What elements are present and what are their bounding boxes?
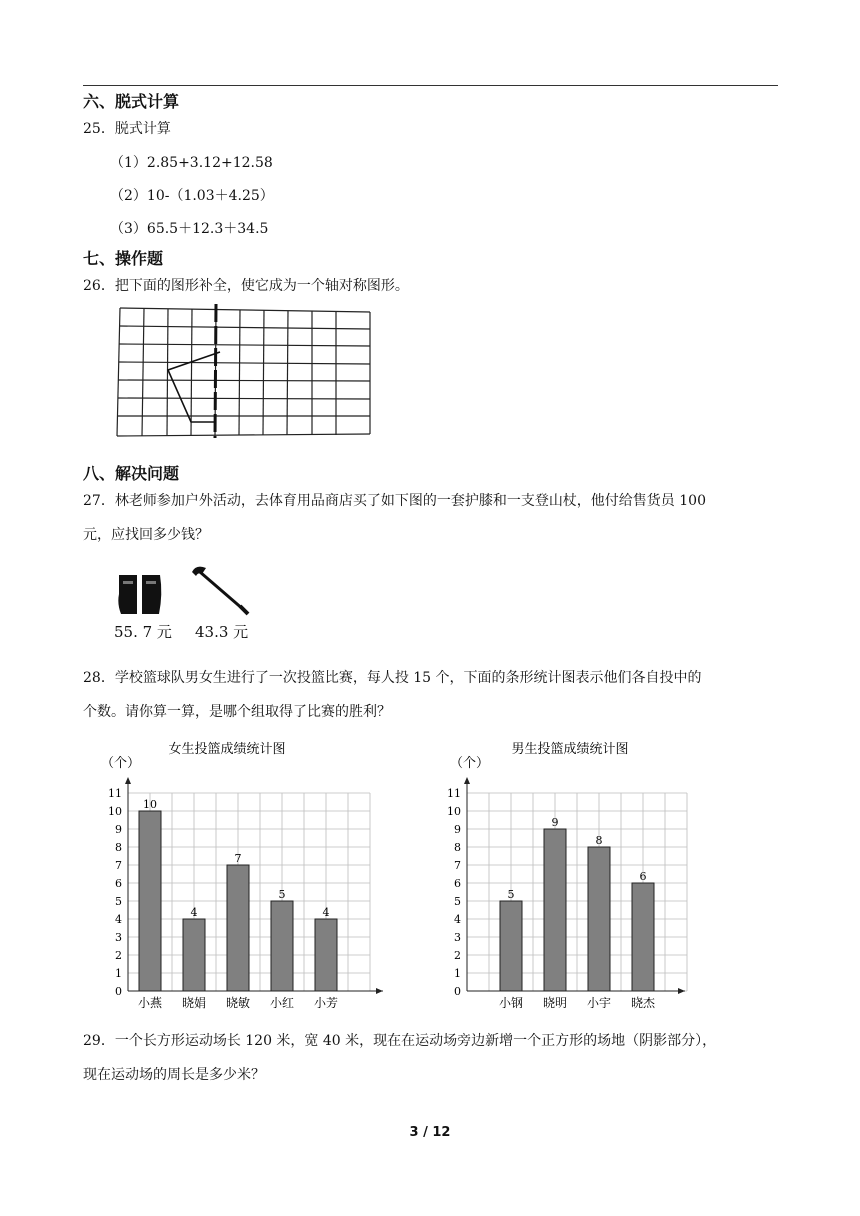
boys-y-tick-label: 4 (454, 913, 461, 926)
girls-y-tick-label: 9 (115, 823, 122, 836)
question-25-item-2: （2）10-（1.03＋4.25） (110, 188, 274, 204)
boys-bar (588, 847, 610, 991)
boys-bar (632, 883, 654, 991)
boys-chart-ylabel: （个） (450, 756, 490, 771)
boys-y-tick-label: 6 (454, 877, 461, 890)
boys-y-tick-label: 2 (454, 949, 461, 962)
boys-y-tick-label: 11 (447, 787, 461, 800)
boys-bar-value-label: 9 (551, 816, 559, 829)
boys-y-tick-label: 1 (454, 967, 461, 980)
girls-category-label: 晓敏 (225, 996, 251, 1010)
boys-category-label: 晓明 (542, 996, 568, 1010)
girls-bar-value-label: 4 (322, 906, 330, 919)
girls-shooting-bar-chart (95, 735, 395, 1015)
girls-bar-value-label: 5 (278, 888, 286, 901)
kneepad-image (115, 572, 165, 618)
girls-y-tick-label: 4 (115, 913, 122, 926)
girls-y-tick-label: 3 (115, 931, 122, 944)
girls-y-tick-label: 0 (115, 985, 122, 998)
question-29-line-1: 29．一个长方形运动场长 120 米，宽 40 米，现在在运动场旁边新增一个正方形的场地（阴影部分）， (83, 1033, 717, 1049)
question-25-item-3: （3）65.5＋12.3＋34.5 (110, 221, 269, 237)
boys-y-tick-label: 7 (454, 859, 461, 872)
girls-y-tick-label: 7 (115, 859, 122, 872)
boys-x-axis-arrow (678, 988, 685, 994)
boys-shooting-bar-chart (440, 735, 700, 1015)
boys-bar-value-label: 6 (639, 870, 647, 883)
boys-y-tick-label: 10 (447, 805, 461, 818)
girls-y-tick-label: 11 (108, 787, 122, 800)
question-29-line-2: 现在运动场的周长是多少米？ (83, 1067, 265, 1083)
girls-category-label: 小红 (269, 996, 295, 1010)
boys-y-tick-label: 0 (454, 985, 461, 998)
girls-x-axis-arrow (376, 988, 383, 994)
boys-category-label: 晓杰 (630, 996, 656, 1010)
girls-y-tick-label: 6 (115, 877, 122, 890)
girls-bar-value-label: 4 (190, 906, 198, 919)
question-25-item-1: （1）2.85+3.12+12.58 (110, 155, 273, 171)
girls-y-tick-label: 10 (108, 805, 122, 818)
girls-bar-value-label: 7 (234, 852, 242, 865)
section-heading-8: 八、解决问题 (83, 464, 180, 483)
header-rule (83, 85, 778, 86)
girls-y-axis-arrow (125, 777, 131, 784)
girls-category-label: 小燕 (137, 996, 163, 1010)
symmetry-grid-figure (112, 302, 374, 444)
boys-bar (500, 901, 522, 991)
girls-category-label: 小芳 (313, 996, 339, 1010)
kneepad-price: 55. 7 元 (114, 623, 172, 641)
girls-bar (139, 811, 161, 991)
boys-chart-title: 男生投篮成绩统计图 (511, 742, 629, 757)
girls-bar (271, 901, 293, 991)
girls-y-tick-label: 5 (115, 895, 122, 908)
boys-y-tick-label: 9 (454, 823, 461, 836)
section-heading-6: 六、脱式计算 (83, 92, 180, 111)
boys-y-tick-label: 8 (454, 841, 461, 854)
question-26-stem: 26．把下面的图形补全，使它成为一个轴对称图形。 (83, 278, 409, 294)
question-27-line-2: 元，应找回多少钱？ (83, 527, 209, 543)
boys-y-tick-label: 5 (454, 895, 461, 908)
boys-category-label: 小宇 (586, 996, 612, 1010)
boys-y-tick-label: 3 (454, 931, 461, 944)
question-27-line-1: 27．林老师参加户外活动，去体育用品商店买了如下图的一套护膝和一支登山杖，他付给售货员 100 (83, 493, 706, 509)
girls-bar (227, 865, 249, 991)
section-heading-7: 七、操作题 (83, 249, 164, 268)
hiking-stick-image (186, 562, 252, 618)
girls-chart-ylabel: （个） (101, 756, 141, 771)
boys-bar (544, 829, 566, 991)
question-25-stem: 25．脱式计算 (83, 121, 171, 137)
question-28-line-2: 个数。请你算一算，是哪个组取得了比赛的胜利？ (83, 704, 391, 720)
boys-bar-value-label: 5 (507, 888, 515, 901)
girls-bar (183, 919, 205, 991)
question-28-line-1: 28．学校篮球队男女生进行了一次投篮比赛，每人投 15 个，下面的条形统计图表示他们各自投中的 (83, 670, 702, 686)
girls-bar (315, 919, 337, 991)
girls-y-tick-label: 2 (115, 949, 122, 962)
girls-chart-title: 女生投篮成绩统计图 (168, 742, 286, 757)
girls-y-tick-label: 1 (115, 967, 122, 980)
boys-bar-value-label: 8 (595, 834, 603, 847)
girls-category-label: 晓娟 (181, 996, 207, 1010)
girls-bar-value-label: 10 (143, 798, 157, 811)
hiking-stick-price: 43.3 元 (195, 623, 249, 641)
page-number: 3 / 12 (409, 1125, 451, 1140)
boys-y-axis-arrow (464, 777, 470, 784)
girls-y-tick-label: 8 (115, 841, 122, 854)
boys-category-label: 小钢 (498, 996, 524, 1010)
